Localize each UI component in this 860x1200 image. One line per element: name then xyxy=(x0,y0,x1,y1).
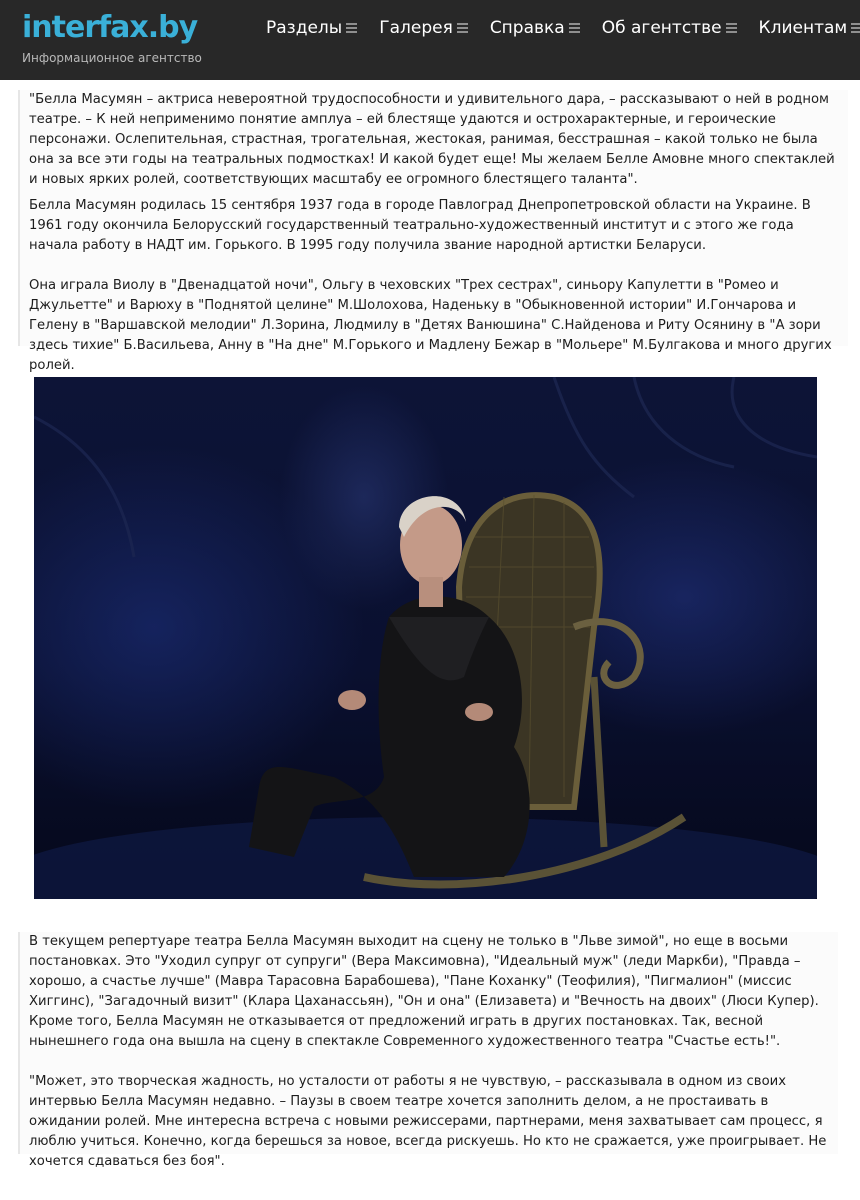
nav-label: Клиентам xyxy=(758,18,848,38)
site-tagline: Информационное агентство xyxy=(22,51,202,65)
site-logo[interactable]: interfax.by xyxy=(22,10,198,45)
nav-item-gallery[interactable] xyxy=(379,18,468,38)
article-paragraph: Белла Масумян родилась 15 сентября 1937 года в городе Павлоград Днепропетровской области на Украине. В 1961 году окончила Белорусский государственный театрально-художественный институт и с этого же года начала работу в НАДТ им. Горького. В 1995 году получила звание народной артистки Беларуси. xyxy=(29,198,811,253)
menu-lines-icon xyxy=(457,21,468,35)
nav-item-clients[interactable] xyxy=(759,18,860,38)
article-paragraph: В текущем репертуаре театра Белла Масумян выходит на сцену не только в "Льве зимой", но еще в восьми постановках. Это "Уходил супруг от супруги" (Вера Максимовна), "Идеальный муж" (леди Маркби), "Правда – хорошо, а счастье лучше" (Мавра Тарасовна Барабошева), "Пане Коханку" (Теофилия), "Пигмалион" (миссис Хиггинс), "Загадочный визит" (Клара Цаханассьян), "Он и она" (Елизавета) и "Вечность на двоих" (Люси Купер). Кроме того, Белла Масумян не отказывается от предложений играть в других постановках. Так, весной нынешнего года она вышла на сцену в спектакле Современного художественного театра "Счастье есть!". xyxy=(29,934,819,1049)
menu-lines-icon xyxy=(346,21,357,35)
nav-label: Галерея xyxy=(379,18,453,38)
nav-item-reference[interactable] xyxy=(490,18,580,38)
menu-lines-icon xyxy=(851,21,860,35)
article-text-block xyxy=(18,90,848,373)
article-photo xyxy=(34,377,817,899)
article-text-block xyxy=(18,932,838,1169)
nav-label: Об агентстве xyxy=(601,18,722,38)
main-nav xyxy=(266,18,860,38)
nav-label: Справка xyxy=(489,18,565,38)
article-paragraph: Она играла Виолу в "Двенадцатой ночи", Ольгу в чеховских "Трех сестрах", синьору Капулетти в "Ромео и Джульетте" и Варюху в "Поднятой целине" М.Шолохова, Наденьку в "Обыкновенной истории" И.Гончарова и Гелену в "Варшавской мелодии" Л.Зорина, Людмилу в "Детях Ванюшина" С.Найденова и Риту Осянину в "А зори здесь тихие" Б.Васильева, Анну в "На дне" М.Горького и Мадлену Бежар в "Мольере" М.Булгакова и много других ролей. xyxy=(29,278,832,373)
article-quote: "Может, это творческая жадность, но усталости от работы я не чувствую, – рассказывала в одном из своих интервью Белла Масумян недавно. – Паузы в своем театре хочется заполнить делом, а не простаивать в ожидании ролей. Мне интересна встреча с новыми режиссерами, партнерами, меня захватывает сам процесс, я люблю учиться. Конечно, когда берешься за новое, всегда рискуешь. Но кто не сражается, уже проигрывает. Не хочется сдаваться без боя". xyxy=(29,1074,827,1169)
menu-lines-icon xyxy=(569,21,580,35)
article-quote: "Белла Масумян – актриса невероятной трудоспособности и удивительного дара, – рассказывают о ней в родном театре. – К ней неприменимо понятие амплуа – ей блестяще удаются и острохарактерные, и героические персонажи. Ослепительная, страстная, трогательная, жестокая, ранимая, бесстрашная – какой только не была она за все эти годы на театральных подмостках! И какой будет еще! Мы желаем Белле Амовне много спектаклей и новых ярких ролей, соответствующих масштабу ее огромного блестящего таланта". xyxy=(29,92,835,187)
nav-label: Разделы xyxy=(266,18,343,38)
nav-item-about[interactable] xyxy=(602,18,737,38)
site-header xyxy=(0,0,860,80)
nav-item-sections[interactable] xyxy=(266,18,357,38)
photo-illustration xyxy=(34,377,817,899)
menu-lines-icon xyxy=(726,21,737,35)
